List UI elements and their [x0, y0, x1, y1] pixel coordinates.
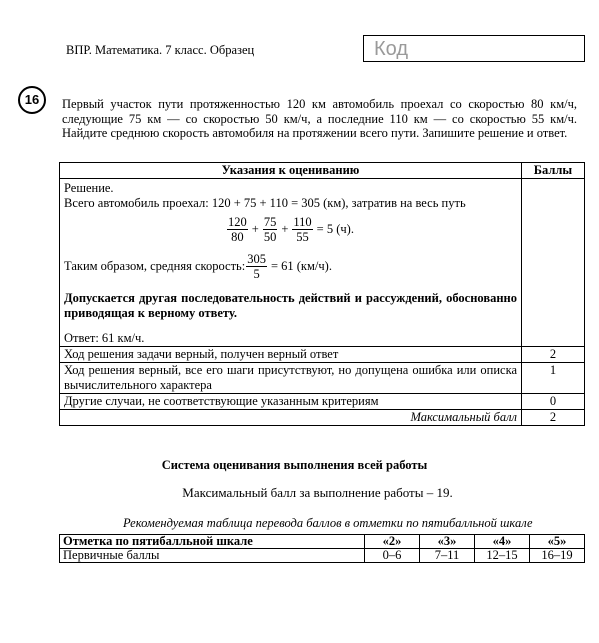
grade-cell: «3» [420, 535, 475, 549]
distance-prefix: Всего автомобиль проехал: [64, 196, 212, 210]
plus-sign: + [281, 221, 289, 236]
criteria-row [60, 347, 585, 363]
fraction-denominator: 50 [263, 229, 277, 244]
criteria-points: 1 [522, 363, 585, 394]
grade-cell: «2» [365, 535, 420, 549]
grade-cell: «5» [530, 535, 585, 549]
criteria-points: 2 [522, 347, 585, 363]
points-column-header: Баллы [522, 163, 585, 179]
time-fraction [292, 215, 312, 244]
time-result: = 5 (ч). [316, 221, 354, 236]
fraction-numerator: 110 [293, 214, 312, 229]
points-range-cell: 0–6 [365, 549, 420, 563]
criteria-table [59, 162, 585, 426]
speed-fraction [246, 252, 267, 281]
speed-prefix: Таким образом, средняя скорость: [64, 258, 246, 273]
points-row-label: Первичные баллы [60, 549, 365, 563]
points-range-cell: 12–15 [475, 549, 530, 563]
criteria-text: Ход решения верный, все его шаги присутствуют, но допущена ошибка или описка вычислительного характера [60, 363, 522, 394]
criteria-points: 0 [522, 394, 585, 410]
distance-suffix: (км), затратив на весь путь [320, 196, 466, 210]
grade-row-label: Отметка по пятибалльной шкале [60, 535, 365, 549]
points-range-cell: 7–11 [420, 549, 475, 563]
plus-sign: + [251, 221, 259, 236]
fraction-denominator: 5 [253, 266, 260, 281]
alternative-note: Допускается другая последовательность действий и рассуждений, обоснованно приводящая к верному ответу. [64, 291, 517, 320]
criteria-row [60, 363, 585, 394]
page-header-title: ВПР. Математика. 7 класс. Образец [66, 43, 255, 57]
speed-result: = 61 (км/ч). [270, 258, 332, 273]
grading-system-title: Система оценивания выполнения всей работы [161, 458, 428, 472]
criteria-text: Другие случаи, не соответствующие указанным критериям [60, 394, 522, 410]
fraction-denominator: 80 [231, 229, 244, 244]
points-range-cell: 16–19 [530, 549, 585, 563]
max-score-value: 2 [522, 410, 585, 426]
criteria-header-row [60, 163, 585, 179]
distance-formula: 120 + 75 + 110 = 305 [211, 196, 320, 210]
max-score-row [60, 410, 585, 426]
fraction-numerator: 305 [247, 251, 266, 266]
solution-line-distance [64, 196, 517, 211]
solution-label: Решение. [64, 181, 114, 195]
task-number-badge: 16 [18, 86, 46, 114]
solution-points-cell [522, 179, 585, 347]
conversion-table-caption: Рекомендуемая таблица перевода баллов в отметки по пятибалльной шкале [123, 516, 533, 530]
max-score-label: Максимальный балл [60, 410, 522, 426]
instructions-column-header: Указания к оцениванию [60, 163, 522, 179]
task-text: Первый участок пути протяженностью 120 км автомобиль проехал со скоростью 80 км/ч, следующие 75 км — со скоростью 50 км/ч, а последние 110 км — со скоростью 55 км/ч. Найдите среднюю скорость автомобиля на протяжении всего пути. Запишите решение и ответ. [62, 97, 577, 140]
time-formula [226, 212, 517, 246]
criteria-text: Ход решения задачи верный, получен верный ответ [60, 347, 522, 363]
fraction-numerator: 120 [228, 214, 247, 229]
grading-max-score: Максимальный балл за выполнение работы – 19. [182, 485, 453, 500]
fraction-numerator: 75 [263, 214, 277, 229]
points-row [60, 549, 585, 563]
speed-formula [64, 250, 517, 282]
answer-text: Ответ: 61 км/ч. [64, 331, 145, 345]
code-field[interactable]: Код [363, 35, 585, 62]
solution-row [60, 179, 585, 347]
time-fraction [263, 215, 278, 244]
time-fraction [227, 215, 248, 244]
grade-conversion-table [59, 534, 585, 563]
grade-cell: «4» [475, 535, 530, 549]
criteria-row [60, 394, 585, 410]
solution-cell [60, 179, 522, 347]
grade-row [60, 535, 585, 549]
fraction-denominator: 55 [296, 229, 309, 244]
